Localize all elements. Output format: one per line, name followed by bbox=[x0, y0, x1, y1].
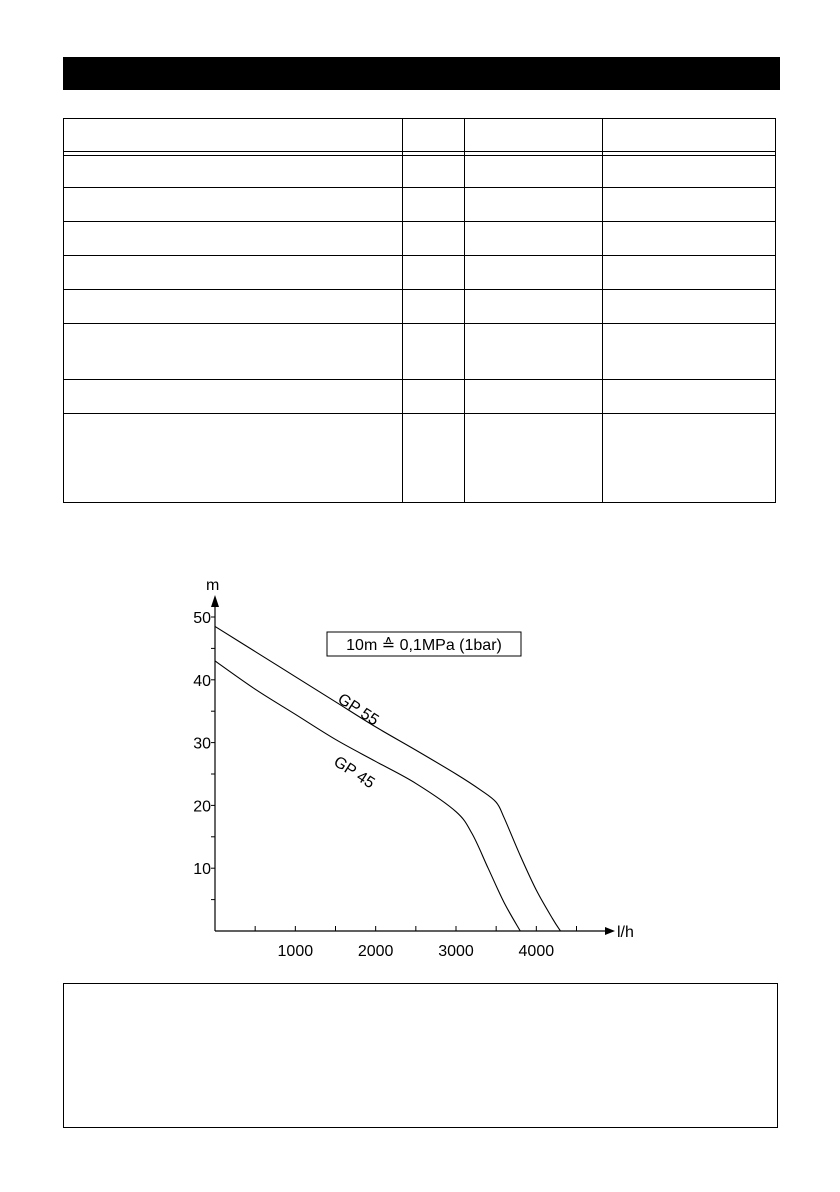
table-cell bbox=[64, 188, 403, 222]
y-tick-label: 10 bbox=[193, 861, 211, 879]
table-row bbox=[64, 379, 775, 414]
table-header-row bbox=[64, 119, 775, 151]
pump-performance-chart bbox=[0, 560, 840, 960]
table-cell bbox=[603, 324, 777, 380]
table-cell bbox=[403, 156, 465, 188]
x-axis-arrow-icon bbox=[605, 927, 615, 935]
x-tick-label: 2000 bbox=[357, 943, 394, 960]
pressure-conversion-note: 10m ≙ 0,1MPa (1bar) bbox=[346, 637, 502, 654]
table-cell bbox=[64, 156, 403, 188]
table-cell bbox=[403, 256, 465, 290]
page-title-bar bbox=[63, 57, 780, 90]
note-box bbox=[63, 983, 778, 1128]
y-tick-label: 20 bbox=[193, 798, 211, 816]
table-cell bbox=[465, 188, 603, 222]
table-cell bbox=[465, 156, 603, 188]
table-cell bbox=[64, 222, 403, 256]
series-line-gp55 bbox=[215, 626, 560, 931]
x-tick-label: 4000 bbox=[518, 943, 555, 960]
table-cell bbox=[465, 290, 603, 324]
table-row bbox=[64, 289, 775, 324]
y-axis-arrow-icon bbox=[211, 595, 219, 607]
technical-data-table bbox=[63, 118, 776, 503]
column-divider bbox=[602, 119, 603, 502]
table-row bbox=[64, 323, 775, 380]
y-tick-label: 50 bbox=[193, 610, 211, 627]
table-cell bbox=[64, 256, 403, 290]
table-cell bbox=[403, 380, 465, 414]
table-cell bbox=[603, 222, 777, 256]
table-cell bbox=[603, 380, 777, 414]
table-cell bbox=[465, 414, 603, 470]
table-cell bbox=[403, 324, 465, 380]
table-cell bbox=[403, 119, 465, 151]
table-cell bbox=[465, 222, 603, 256]
series-label-gp55: GP 55 bbox=[334, 690, 382, 730]
table-cell bbox=[603, 256, 777, 290]
x-axis-label: l/h bbox=[617, 924, 634, 941]
table-row bbox=[64, 413, 775, 470]
series-label-gp45: GP 45 bbox=[330, 753, 378, 793]
table-cell bbox=[403, 222, 465, 256]
table-cell bbox=[603, 290, 777, 324]
table-row bbox=[64, 187, 775, 222]
table-cell bbox=[465, 256, 603, 290]
y-tick-label: 40 bbox=[193, 672, 211, 690]
table-cell bbox=[403, 414, 465, 470]
x-tick-label: 1000 bbox=[277, 943, 314, 960]
table-cell bbox=[603, 188, 777, 222]
table-cell bbox=[403, 290, 465, 324]
y-axis-label: m bbox=[206, 577, 220, 594]
table-row bbox=[64, 255, 775, 290]
table-row bbox=[64, 155, 775, 188]
table-cell bbox=[64, 290, 403, 324]
table-cell bbox=[465, 380, 603, 414]
table-cell bbox=[64, 414, 403, 470]
table-cell bbox=[64, 119, 403, 151]
table-cell bbox=[465, 324, 603, 380]
x-tick-label: 3000 bbox=[438, 943, 474, 960]
column-divider bbox=[464, 119, 465, 502]
table-cell bbox=[64, 324, 403, 380]
table-cell bbox=[603, 119, 777, 151]
y-tick-label: 30 bbox=[193, 735, 211, 753]
table-cell bbox=[603, 156, 777, 188]
table-cell bbox=[64, 380, 403, 414]
table-cell bbox=[465, 119, 603, 151]
table-cell bbox=[403, 188, 465, 222]
column-divider bbox=[402, 119, 403, 502]
table-row bbox=[64, 221, 775, 256]
series-line-gp45 bbox=[215, 661, 520, 931]
table-cell bbox=[603, 414, 777, 470]
